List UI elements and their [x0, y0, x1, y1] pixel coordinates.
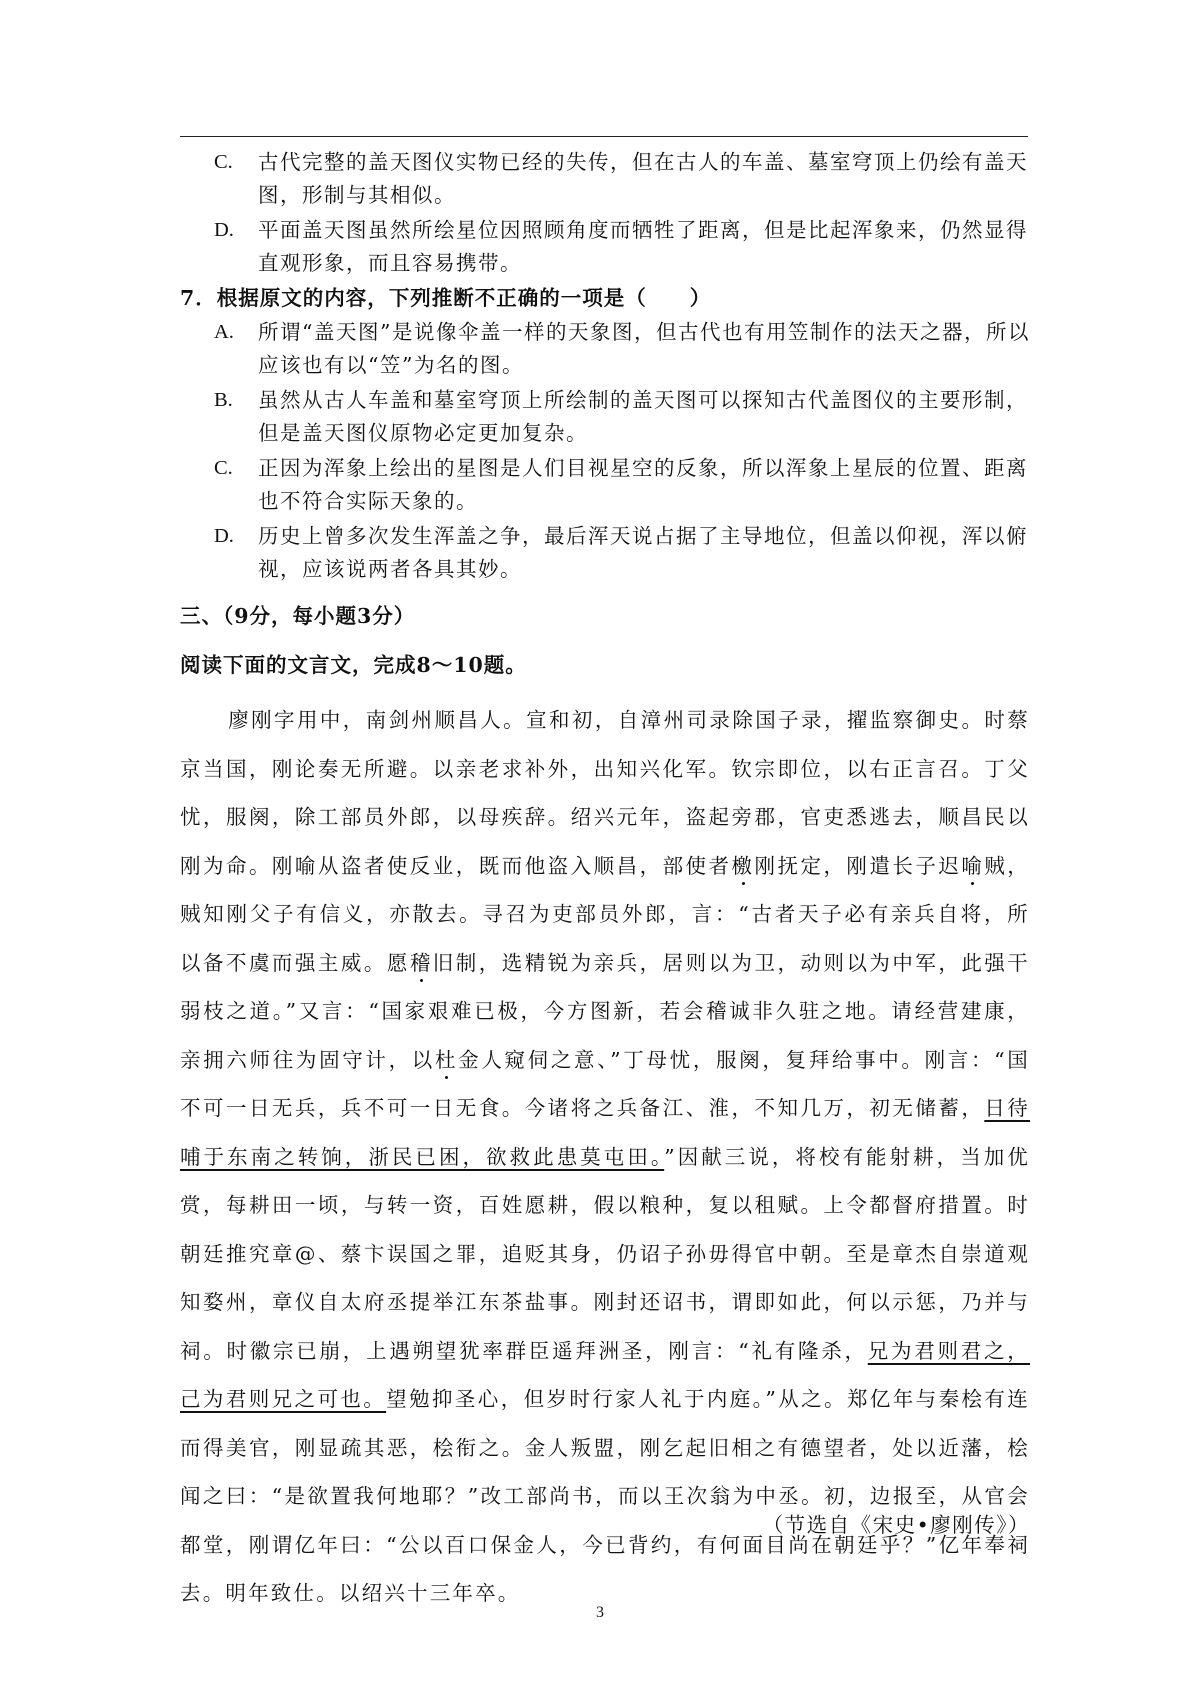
- option-text: 古代完整的盖天图仪实物已经的失传，但在古人的车盖、墓室穹顶上仍绘有盖天图，形制与其相似。: [258, 150, 1028, 207]
- q7-option-b: [180, 384, 1030, 450]
- page-number: 3: [596, 1604, 604, 1621]
- dotted-word: 喻: [961, 853, 985, 878]
- passage-text: ”因献三说，将校有能射耕，当加优赏，每耕田一顷，与转一资，百姓愿耕，假以粮种，复以租赋。上令都督府措置。时朝廷推究章@、蔡卞误国之罪，追贬其身，仍诏子孙毋得官中朝。至是章杰自崇道观知婺州，章仪自太府丞提举江东茶盐事。刚封还诏书，谓即如此，何以示惩，乃并与祠。时徽宗已崩，上遇朔望犹率群臣遥拜洲圣，刚言：“礼有隆杀，: [180, 1144, 1031, 1363]
- passage-text: 廖刚字用中，南剑州顺昌人。宣和初，自漳州司录除国子录，擢监察御史。时蔡京当国，刚论奏无所避。以亲老求补外，出知兴化军。钦宗即位，以右正言召。丁父忧，服阕，除工部员外郎，以母疾辞。绍兴元年，盗起旁郡，官吏悉逃去，顺昌民以刚为命。刚喻从盗者使反业，既而他盗入顺昌，部使者: [180, 708, 1030, 878]
- content-area: [180, 146, 1030, 1618]
- dotted-word: 檄: [731, 853, 755, 878]
- option-text: 历史上曾多次发生浑盖之争，最后浑天说占据了主导地位，但盖以仰视，浑以俯视，应该说两者各具其妙。: [258, 524, 1028, 581]
- classical-passage: [180, 696, 1030, 1618]
- option-text: 平面盖天图虽然所绘星位因照顾角度而牺牲了距离，但是比起浑象来，仍然显得直观形象，而且容易携带。: [258, 218, 1028, 275]
- option-text: 正因为浑象上绘出的星图是人们目视星空的反象，所以浑象上星辰的位置、距离也不符合实际天象的。: [258, 456, 1028, 513]
- q7-option-d: [180, 520, 1030, 586]
- option-text: 所谓“盖天图”是说像伞盖一样的天象图，但古代也有用笠制作的法天之器，所以应该也有以“笠”为名的图。: [258, 320, 1030, 377]
- q7-option-a: [180, 316, 1030, 382]
- option-text: 虽然从古人车盖和墓室穹顶上所绘制的盖天图可以探知古代盖图仪的主要形制，但是盖天图仪原物必定更加复杂。: [258, 388, 1028, 445]
- underlined-sentence: 日待哺于东南之转饷，浙民已困，欲救此患莫屯田。: [180, 1096, 1030, 1169]
- underlined-sentence: 兄为君则君之，己为君则兄之可也。: [180, 1338, 1031, 1411]
- passage-text: 刚抚定，刚遣长子迟: [754, 853, 962, 878]
- dotted-word: 稽: [409, 950, 433, 975]
- option-letter: D.: [214, 219, 234, 241]
- reading-instruction: 阅读下面的文言文，完成8～10题。: [180, 653, 527, 677]
- q7-option-c: [180, 452, 1030, 518]
- option-letter: C.: [214, 151, 233, 173]
- q6-option-c: [180, 146, 1030, 212]
- option-letter: C.: [214, 457, 233, 479]
- header-rule: [180, 136, 1028, 137]
- passage-text: 金人窥伺之意、”丁母忧，服阕，复拜给事中。刚言：“国不可一日无兵，兵不可一日无食。今诸将之兵备江、淮，不知几万，初无储蓄，: [180, 1047, 1030, 1120]
- option-letter: A.: [214, 321, 234, 343]
- option-letter: B.: [214, 389, 233, 411]
- q6-option-d: [180, 214, 1030, 280]
- option-letter: D.: [214, 525, 234, 547]
- passage-text: 旧制，选精锐为亲兵，居则以为卫，动则以为中军，此强干弱枝之道。”又言：“国家艰难已极，今方图新，若会稽诚非久驻之地。请经营建康，亲拥六师往为固守计，以: [180, 950, 1031, 1072]
- passage-text: 望勉抑圣心，但岁时行家人礼于内庭。”从之。郑亿年与秦桧有连而得美官，刚显疏其恶，桧衔之。金人叛盟，刚乞起旧相之有德望者，处以近藩，桧闻之曰：“是欲置我何地耶？”改工部尚书，而以王次翁为中丞。初，边报至，从官会都堂，刚谓亿年曰：“公以百口保金人，今已背约，有何面目尚在朝廷乎？”亿年奉祠去。明年致仕。以绍兴十三年卒。: [180, 1387, 1030, 1605]
- passage-source: （节选自《宋史•廖刚传》）: [762, 1513, 1030, 1537]
- q7-title: 7．根据原文的内容，下列推断不正确的一项是（ ）: [180, 286, 712, 310]
- section-heading: 三、（9分，每小题3分）: [180, 604, 416, 628]
- dotted-word: 杜: [434, 1047, 459, 1072]
- passage-text: 贼，贼知刚父子有信义，亦散去。寻召为吏部员外郎，言：“古者天子必有亲兵自将，所以备不虞而强主威。愿: [180, 853, 1030, 975]
